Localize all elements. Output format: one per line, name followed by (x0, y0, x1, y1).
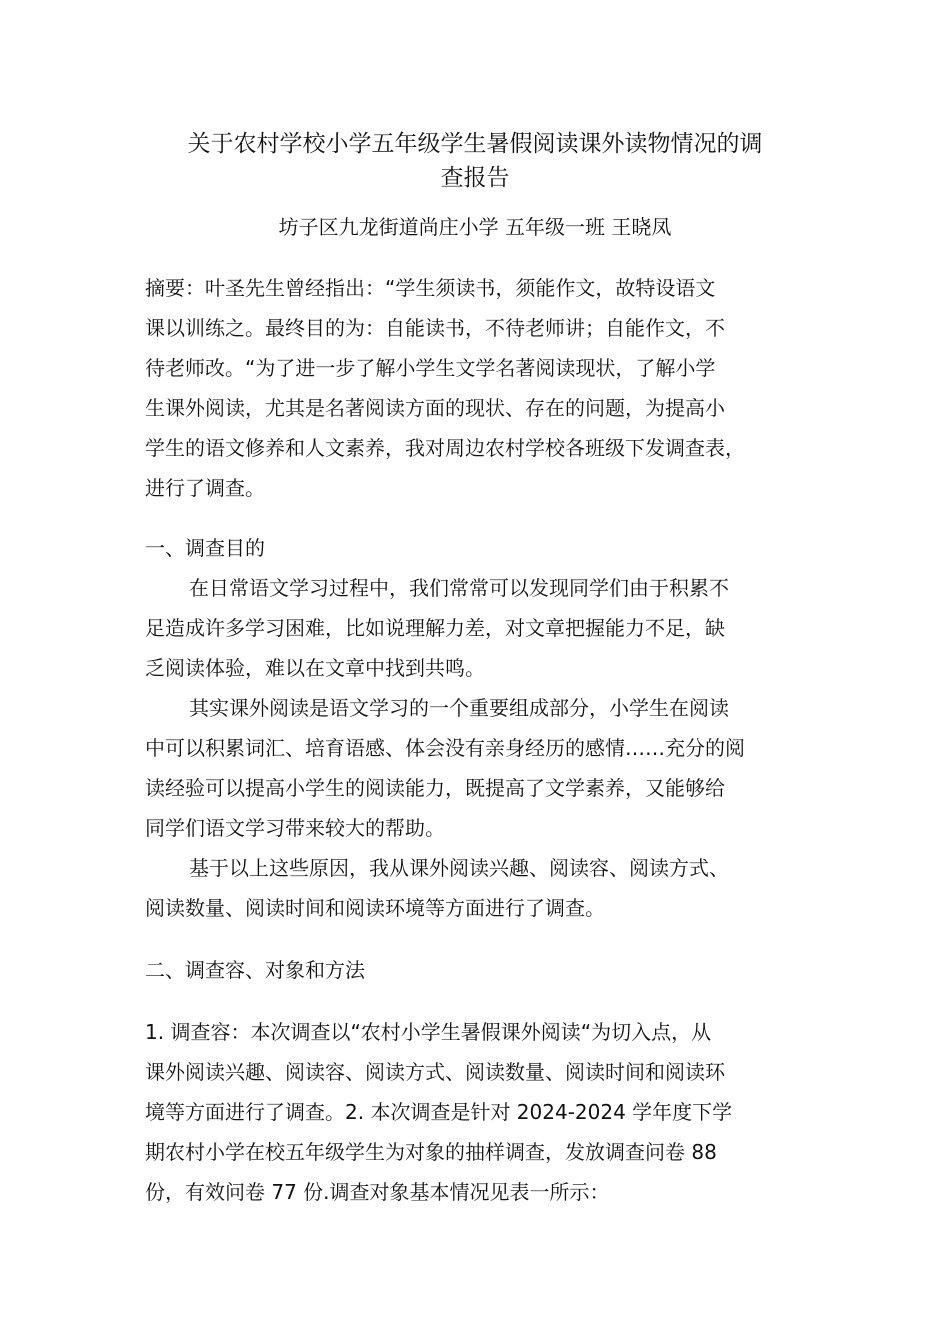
abstract-line: 摘要：叶圣先生曾经指出：“学生须读书，须能作文，故特设语文 (145, 276, 716, 300)
paragraph-line: 份，有效问卷 77 份.调查对象基本情况见表一所示： (145, 1180, 610, 1204)
paragraph-line: 阅读数量、阅读时间和阅读环境等方面进行了调查。 (145, 896, 605, 920)
paragraph-line: 基于以上这些原因，我从课外阅读兴趣、阅读容、阅读方式、 (189, 856, 729, 880)
paragraph-line: 期农村小学在校五年级学生为对象的抽样调查，发放调查问卷 88 (145, 1140, 717, 1164)
author-byline: 坊子区九龙街道尚庄小学 五年级一班 王晓凤 (278, 215, 672, 239)
title-line: 查报告 (440, 165, 510, 191)
methods-paragraph (145, 1012, 815, 1212)
abstract-line: 进行了调查。 (145, 476, 265, 500)
title-line: 关于农村学校小学五年级学生暑假阅读课外读物情况的调 (187, 131, 763, 157)
purpose-paragraph-1 (145, 568, 815, 688)
section-heading-purpose: 一、调查目的 (145, 536, 265, 560)
paragraph-line: 同学们语文学习带来较大的帮助。 (145, 816, 445, 840)
paragraph-line: 境等方面进行了调查。2. 本次调查是针对 2024-2024 学年度下学 (145, 1100, 733, 1124)
purpose-paragraph-3 (145, 848, 815, 928)
abstract-line: 学生的语文修养和人文素养，我对周边农村学校各班级下发调查表， (145, 436, 745, 460)
abstract-line: 待老师改。“为了进一步了解小学生文学名著阅读现状，了解小学 (145, 356, 716, 380)
paragraph-line: 1. 调查容：本次调查以“农村小学生暑假课外阅读“为切入点，从 (145, 1020, 712, 1044)
document-title (140, 127, 810, 195)
paragraph-line: 读经验可以提高小学生的阅读能力，既提高了文学素养，又能够给 (145, 776, 725, 800)
paragraph-line: 中可以积累词汇、培育语感、体会没有亲身经历的感情……充分的阅 (145, 736, 745, 760)
paragraph-line: 足造成许多学习困难，比如说理解力差，对文章把握能力不足，缺 (145, 616, 725, 640)
section-heading-methods: 二、调查容、对象和方法 (145, 958, 365, 982)
abstract-line: 生课外阅读，尤其是名著阅读方面的现状、存在的问题，为提高小 (145, 396, 725, 420)
purpose-paragraph-2 (145, 688, 815, 848)
abstract-paragraph (145, 268, 815, 508)
abstract-line: 课以训练之。最终目的为：自能读书，不待老师讲；自能作文，不 (145, 316, 725, 340)
paragraph-line: 其实课外阅读是语文学习的一个重要组成部分，小学生在阅读 (189, 696, 729, 720)
paragraph-line: 乏阅读体验，难以在文章中找到共鸣。 (145, 656, 485, 680)
paragraph-line: 在日常语文学习过程中，我们常常可以发现同学们由于积累不 (189, 576, 729, 600)
paragraph-line: 课外阅读兴趣、阅读容、阅读方式、阅读数量、阅读时间和阅读环 (145, 1060, 725, 1084)
